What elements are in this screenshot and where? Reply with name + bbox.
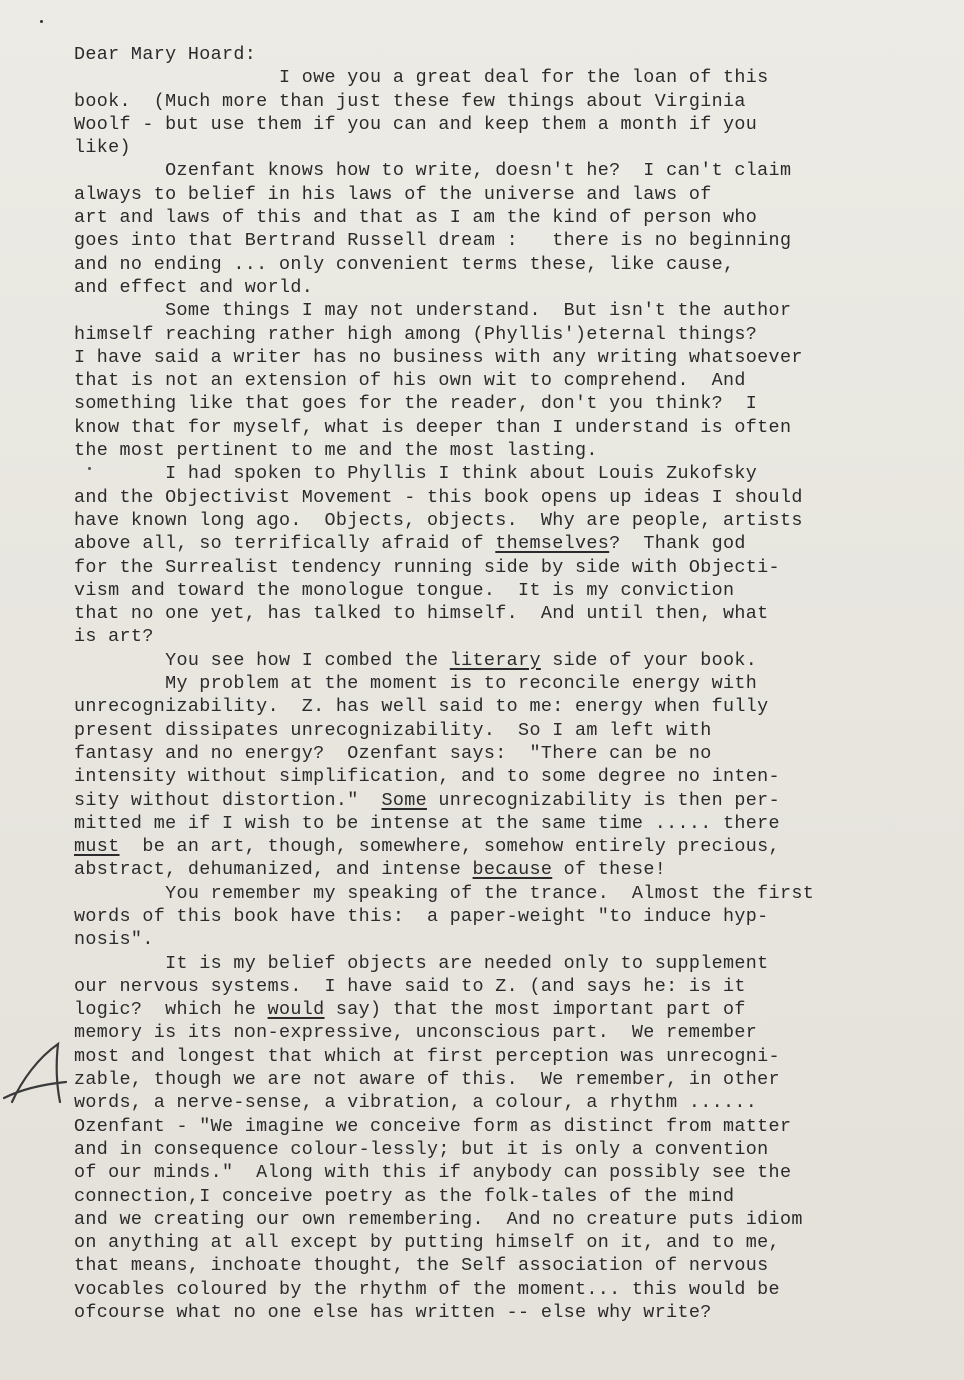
- ink-dot: [40, 20, 43, 23]
- text-line: nosis".: [74, 929, 154, 951]
- text-line: I had spoken to Phyllis I think about Louis Zukofsky: [74, 463, 758, 485]
- text-line: goes into that Bertrand Russell dream : there is no beginning: [74, 230, 792, 252]
- underlined-word: would: [267, 999, 325, 1021]
- text-line: know that for myself, what is deeper than I understand is often: [74, 416, 792, 438]
- text-line: fantasy and no energy? Ozenfant says: "There can be no: [74, 742, 712, 764]
- text-line: our nervous systems. I have said to Z. (and says he: is it: [74, 975, 746, 997]
- text-line: that means, inchoate thought, the Self association of nervous: [74, 1255, 769, 1277]
- text-line: something like that goes for the reader, don't you think? I: [74, 393, 758, 415]
- text-line: and we creating our own remembering. And no creature puts idiom: [74, 1208, 803, 1230]
- text-line: for the Surrealist tendency running side by side with Objecti-: [74, 556, 780, 578]
- underlined-word: because: [472, 859, 553, 881]
- text-line: and in consequence colour-lessly; but it is only a convention: [74, 1138, 769, 1160]
- text-line: I have said a writer has no business with any writing whatsoever: [74, 346, 803, 368]
- text-line-underlined: above all, so terrifically afraid of themselves? Thank god: [74, 533, 746, 555]
- text-line: memory is its non-expressive, unconscious part. We remember: [74, 1022, 758, 1044]
- text-line: that is not an extension of his own wit to comprehend. And: [74, 370, 746, 392]
- text-line: vism and toward the monologue tongue. It is my conviction: [74, 579, 735, 601]
- text-line: You remember my speaking of the trance. Almost the first: [74, 882, 815, 904]
- text-line-underlined: You see how I combed the literary side of your book.: [74, 649, 758, 671]
- text-line-underlined: must be an art, though, somewhere, somehow entirely precious,: [74, 836, 780, 858]
- text-line: that no one yet, has talked to himself. And until then, what: [74, 603, 769, 625]
- text-line: himself reaching rather high among (Phyllis')eternal things?: [74, 323, 758, 345]
- text-line-underlined: sity without distortion." Some unrecognizability is then per-: [74, 789, 780, 811]
- handwritten-margin-mark: [0, 1040, 70, 1110]
- text-line: Ozenfant knows how to write, doesn't he? I can't claim: [74, 160, 792, 182]
- text-line: present dissipates unrecognizability. So I am left with: [74, 719, 712, 741]
- text-line: have known long ago. Objects, objects. Why are people, artists: [74, 509, 803, 531]
- text-line: intensity without simplification, and to some degree no inten-: [74, 766, 780, 788]
- text-line: Woolf - but use them if you can and keep them a month if you: [74, 113, 758, 135]
- text-line: words, a nerve-sense, a vibration, a colour, a rhythm ......: [74, 1092, 758, 1114]
- text-line: Ozenfant - "We imagine we conceive form as distinct from matter: [74, 1115, 792, 1137]
- text-line: most and longest that which at first perception was unrecogni-: [74, 1045, 780, 1067]
- text-line: connection,I conceive poetry as the folk-tales of the mind: [74, 1185, 735, 1207]
- text-line: It is my belief objects are needed only to supplement: [74, 952, 769, 974]
- text-line: on anything at all except by putting himself on it, and to me,: [74, 1232, 780, 1254]
- text-line: always to belief in his laws of the universe and laws of: [74, 183, 712, 205]
- underlined-word: literary: [449, 649, 541, 671]
- salutation: Dear Mary Hoard:: [74, 44, 257, 65]
- text-line: ofcourse what no one else has written -- else why write?: [74, 1302, 712, 1324]
- text-line: art and laws of this and that as I am the kind of person who: [74, 207, 758, 229]
- underlined-word: themselves: [495, 533, 610, 555]
- text-line: like): [74, 137, 131, 159]
- text-line: zable, though we are not aware of this. We remember, in other: [74, 1069, 780, 1091]
- text-line: vocables coloured by the rhythm of the moment... this would be: [74, 1278, 780, 1300]
- text-line: My problem at the moment is to reconcile energy with: [74, 673, 758, 695]
- typewritten-letter: [74, 43, 964, 1324]
- underlined-word: Some: [381, 789, 427, 811]
- text-line-underlined: abstract, dehumanized, and intense because of these!: [74, 859, 667, 881]
- text-line: the most pertinent to me and the most lasting.: [74, 440, 598, 462]
- text-line: I owe you a great deal for the loan of this: [74, 67, 769, 89]
- text-line: words of this book have this: a paper-weight "to induce hyp-: [74, 905, 769, 927]
- text-line: and no ending ... only convenient terms these, like cause,: [74, 253, 735, 275]
- underlined-word: must: [74, 836, 120, 858]
- text-line: is art?: [74, 626, 154, 648]
- text-line: and the Objectivist Movement - this book opens up ideas I should: [74, 486, 803, 508]
- text-line: of our minds." Along with this if anybody can possibly see the: [74, 1162, 792, 1184]
- text-line: Some things I may not understand. But isn't the author: [74, 300, 792, 322]
- text-line: mitted me if I wish to be intense at the same time ..... there: [74, 812, 780, 834]
- text-line: and effect and world.: [74, 276, 314, 298]
- text-line: unrecognizability. Z. has well said to me: energy when fully: [74, 696, 769, 718]
- text-line: book. (Much more than just these few things about Virginia: [74, 90, 746, 112]
- text-line-underlined: logic? which he would say) that the most important part of: [74, 999, 746, 1021]
